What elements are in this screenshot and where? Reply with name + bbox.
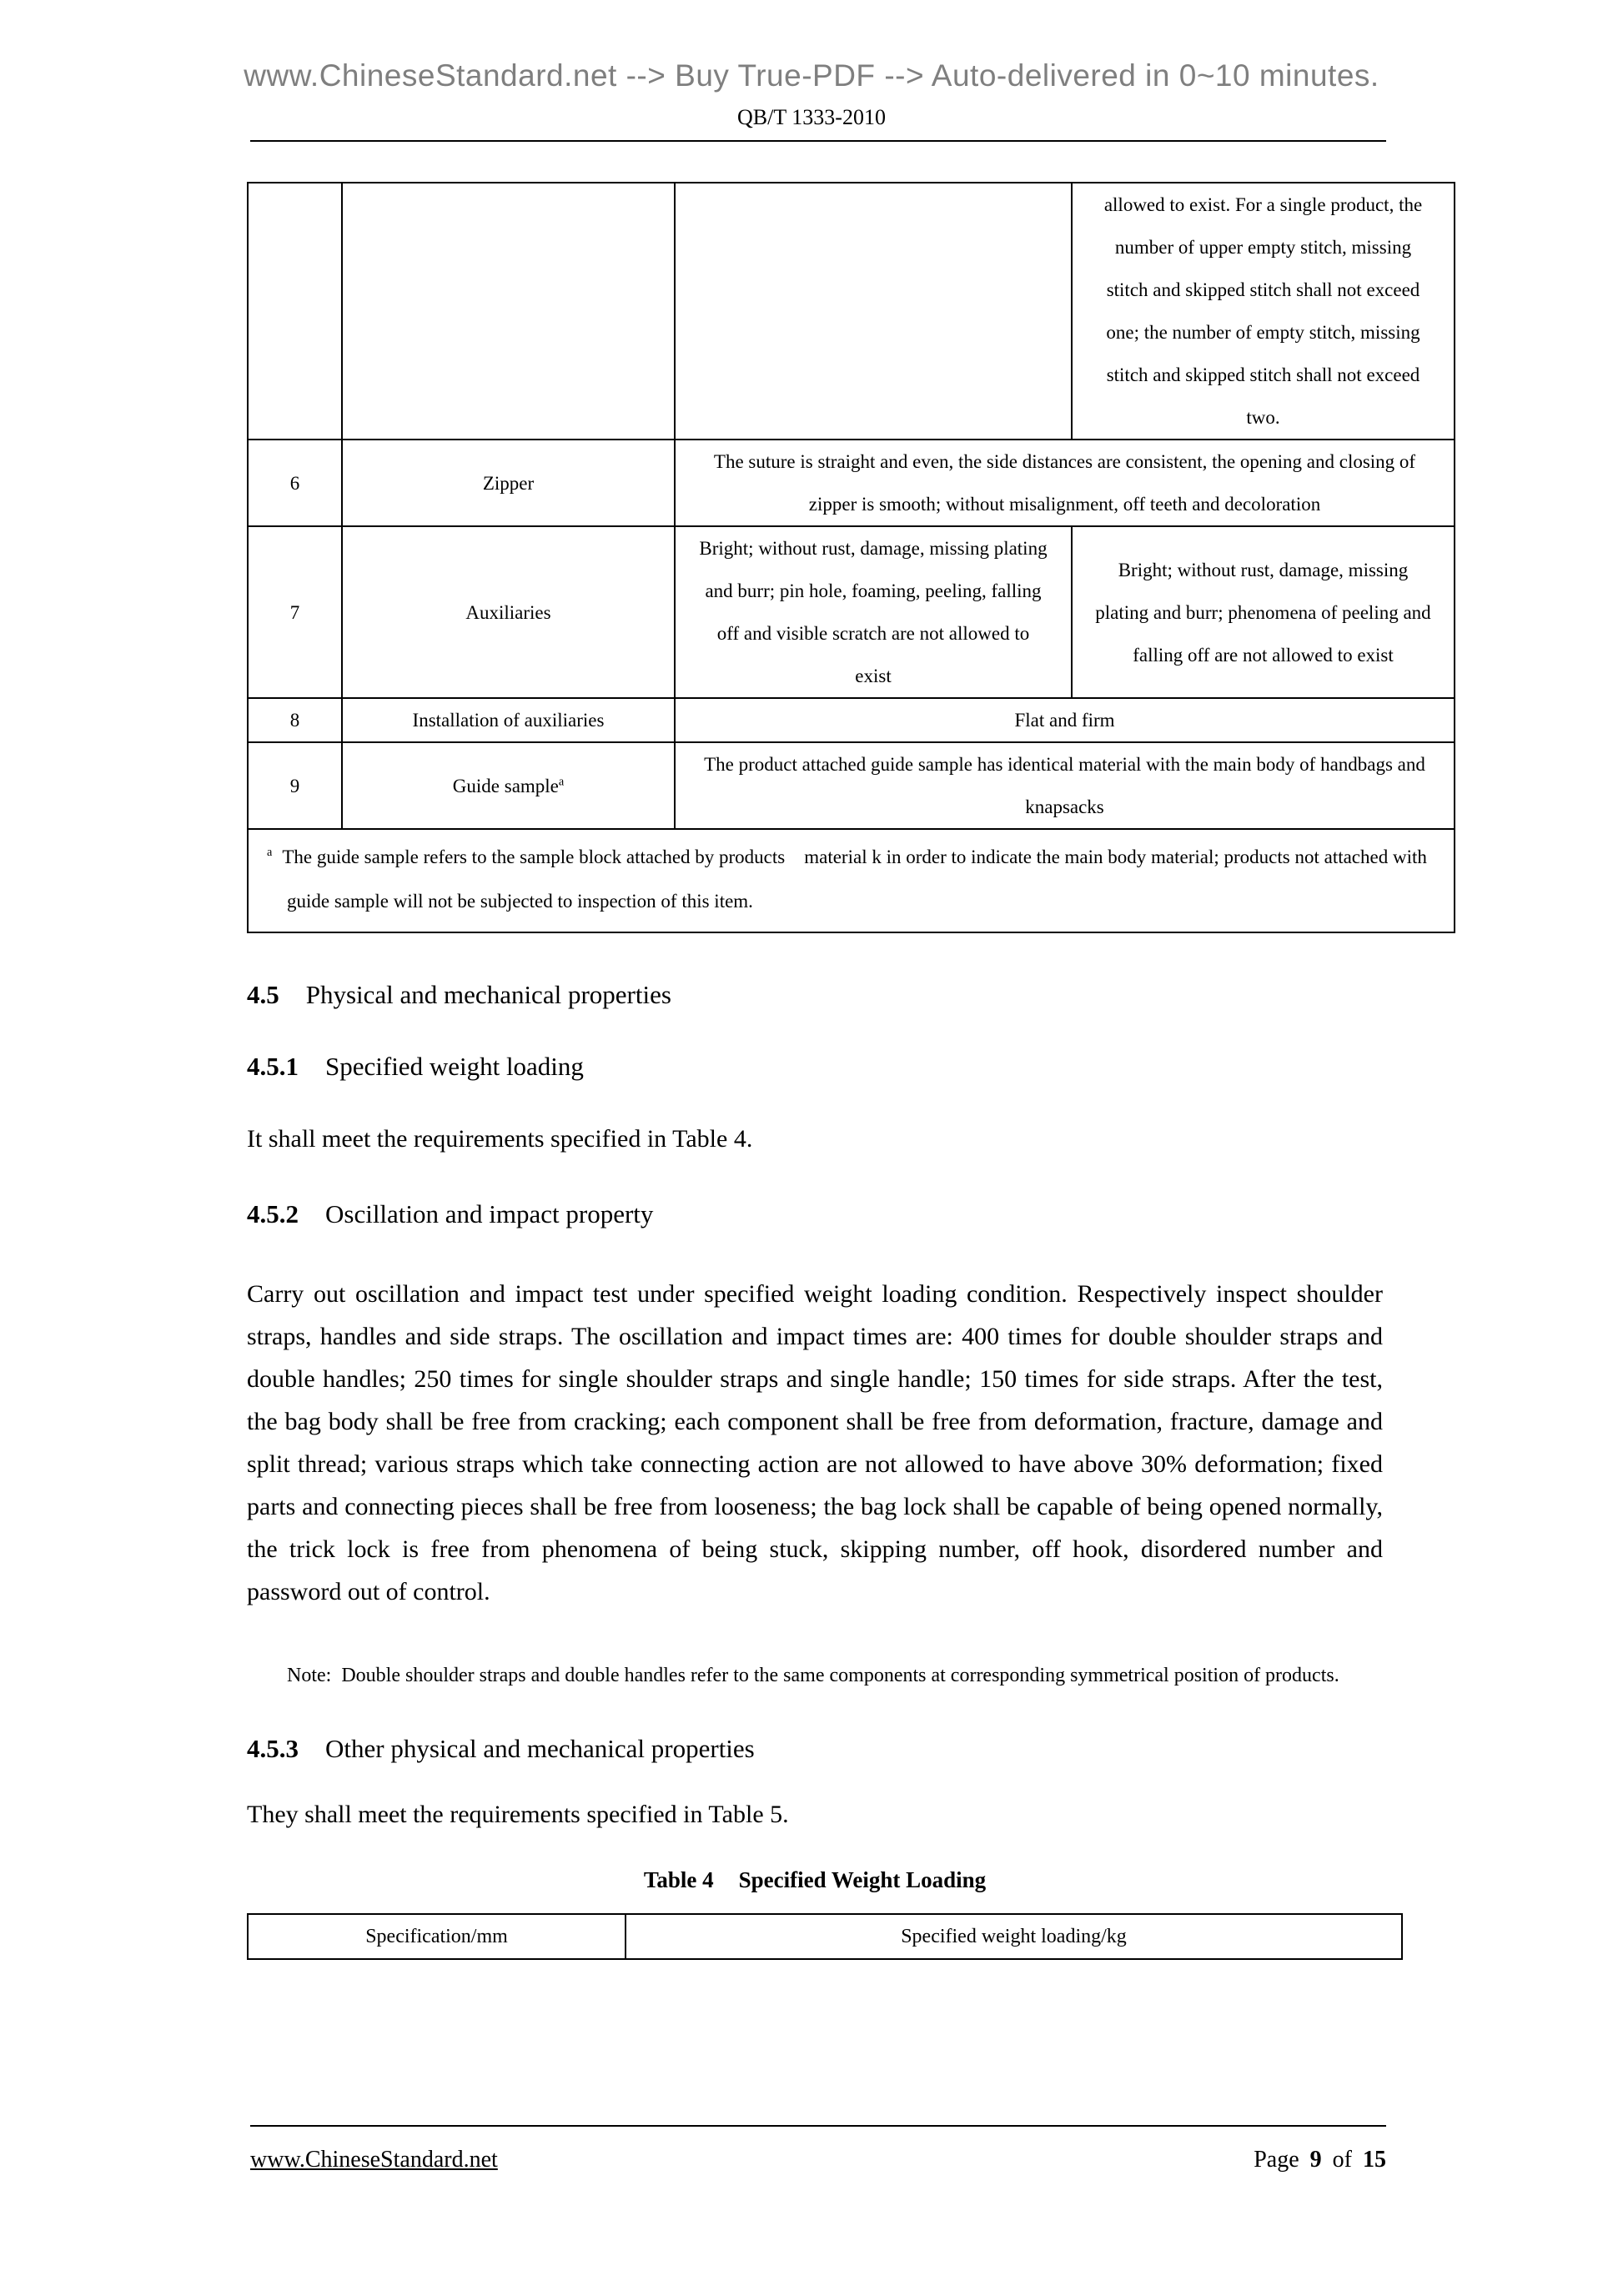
cell-empty	[342, 183, 675, 440]
paragraph-4-5-1: It shall meet the requirements specified in Table 4.	[247, 1125, 753, 1153]
row-number-cell: 9	[248, 742, 342, 829]
table-row-guide-sample	[248, 742, 1455, 829]
footnote-marker: a	[267, 846, 273, 860]
table-row-footnote	[248, 829, 1455, 932]
table-row-auxiliaries	[248, 526, 1455, 698]
page-of: of	[1332, 2147, 1352, 2173]
table4-caption-label: Table 4	[643, 1867, 714, 1892]
page-total: 15	[1363, 2147, 1386, 2173]
requirement-cell-right: Bright; without rust, damage, missing plating and burr; phenomena of peeling and falling off are not allowed to exist	[1072, 526, 1455, 698]
footnote-text: The guide sample refers to the sample block attached by products material k in order to indicate the main body material; products not attached with guide sample will not be subjected to inspection of this item.	[282, 847, 1432, 912]
paragraph-4-5-2: Carry out oscillation and impact test under specified weight loading condition. Respectively inspect shoulder straps, handles and side straps. The oscillation and impact times are: 400 times for double shoulder straps and double handles; 250 times for single shoulder straps and single handle; 150 times for side straps. After the test, the bag body shall be free from cracking; each component shall be free from deformation, fracture, damage and split thread; various straps which take connecting action are not allowed to have above 30% deformation; fixed parts and connecting pieces shall be free from looseness; the bag lock shall be capable of being opened normally, the trick lock is free from phenomena of being stuck, skipping number, off hook, disordered number and password out of control.	[247, 1280, 1383, 1605]
page-indicator	[1249, 2147, 1386, 2173]
table4-header-weight-loading: Specified weight loading/kg	[626, 1914, 1402, 1959]
cell-empty	[675, 183, 1072, 440]
section-heading-4-5-3	[247, 1734, 1383, 1764]
section-heading-4-5-2	[247, 1199, 1383, 1229]
item-cell: Installation of auxiliaries	[342, 698, 675, 742]
footer-site-link[interactable]: www.ChineseStandard.net	[250, 2147, 498, 2173]
footer-rule	[250, 2125, 1386, 2127]
section-number: 4.5.2	[247, 1199, 299, 1228]
item-cell	[342, 742, 675, 829]
section-title: Specified weight loading	[325, 1052, 584, 1081]
section-number: 4.5	[247, 980, 279, 1009]
item-cell: Zipper	[342, 440, 675, 526]
table4-header-specification: Specification/mm	[248, 1914, 626, 1959]
requirement-cell: The product attached guide sample has identical material with the main body of handbags and knapsacks	[675, 742, 1455, 829]
footnote-reference: a	[558, 774, 565, 788]
item-label: Guide sample	[452, 775, 559, 796]
table-footnote	[248, 829, 1455, 932]
doc-number: QB/T 1333-2010	[737, 105, 886, 129]
page-footer	[250, 2147, 1386, 2173]
row-number-cell: 8	[248, 698, 342, 742]
table4-specified-weight-loading	[247, 1913, 1403, 1960]
requirement-cell: Flat and firm	[675, 698, 1455, 742]
row-number-cell: 7	[248, 526, 342, 698]
section-title: Physical and mechanical properties	[305, 980, 671, 1009]
cell-empty	[248, 183, 342, 440]
note-text: Double shoulder straps and double handles refer to the same components at corresponding symmetrical position of products.	[341, 1665, 1339, 1686]
item-cell: Auxiliaries	[342, 526, 675, 698]
section-heading-4-5	[247, 980, 1383, 1010]
requirements-table	[247, 182, 1455, 933]
note-block	[287, 1653, 1383, 1699]
header-rule	[250, 140, 1386, 142]
page-label: Page	[1254, 2147, 1299, 2173]
page-current: 9	[1309, 2147, 1322, 2173]
header-promo: www.ChineseStandard.net --> Buy True-PDF --> Auto-delivered in 0~10 minutes.	[244, 58, 1379, 93]
section-number: 4.5.3	[247, 1734, 299, 1763]
table4-caption	[247, 1867, 1383, 1893]
table4-header-row	[248, 1914, 1402, 1959]
carryover-requirement-cell: allowed to exist. For a single product, the number of upper empty stitch, missing stitch and skipped stitch shall not exceed one; the number of empty stitch, missing stitch and skipped stitch shall not exceed two.	[1072, 183, 1455, 440]
paragraph-4-5-3: They shall meet the requirements specified in Table 5.	[247, 1801, 789, 1828]
requirement-cell: The suture is straight and even, the side distances are consistent, the opening and closing of zipper is smooth; without misalignment, off teeth and decoloration	[675, 440, 1455, 526]
section-title: Other physical and mechanical properties	[325, 1734, 755, 1763]
requirement-cell-left: Bright; without rust, damage, missing plating and burr; pin hole, foaming, peeling, falling off and visible scratch are not allowed to exist	[675, 526, 1072, 698]
document-body	[247, 980, 1383, 1960]
table-row-zipper	[248, 440, 1455, 526]
section-number: 4.5.1	[247, 1052, 299, 1081]
note-label: Note:	[287, 1665, 332, 1686]
row-number-cell: 6	[248, 440, 342, 526]
table-row-carryover	[248, 183, 1455, 440]
table-row-installation	[248, 698, 1455, 742]
section-heading-4-5-1	[247, 1052, 1383, 1082]
table4-caption-title: Specified Weight Loading	[738, 1867, 987, 1892]
section-title: Oscillation and impact property	[325, 1199, 654, 1228]
